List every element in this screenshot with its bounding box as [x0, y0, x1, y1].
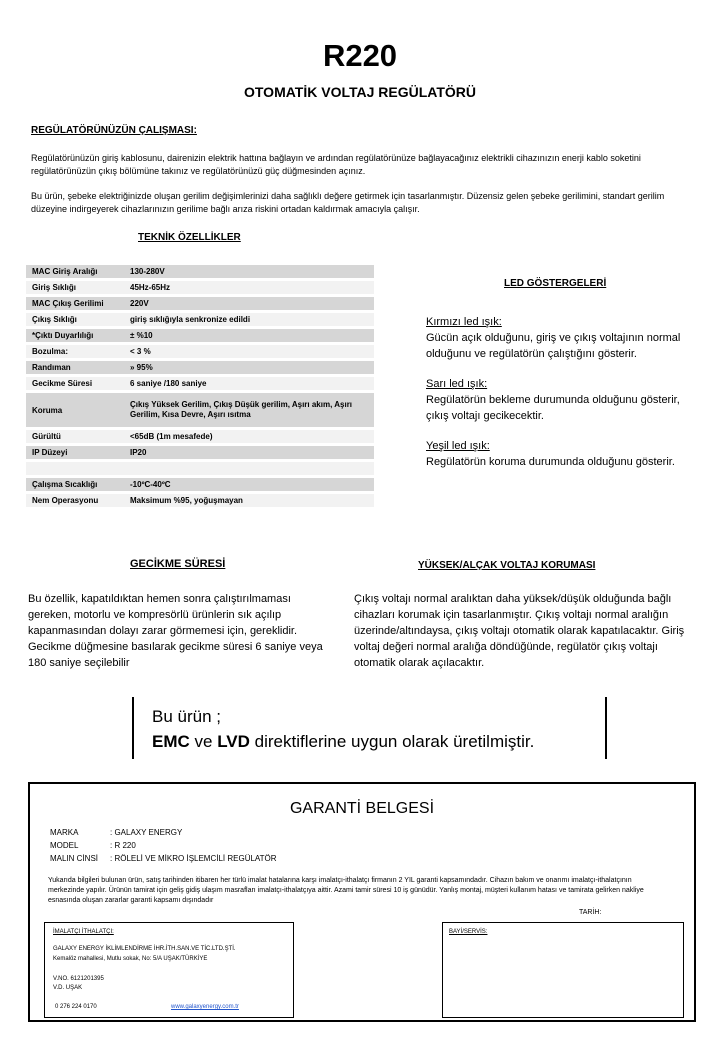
- spec-key: Giriş Sıklığı: [26, 281, 124, 294]
- manufacturer-phone: 0 276 224 0170: [55, 1004, 97, 1010]
- spec-row: [26, 297, 374, 310]
- spec-key: *Çıktı Duyarlılığı: [26, 329, 124, 342]
- spec-row: [26, 361, 374, 374]
- notice-line-1: Bu ürün ;: [152, 707, 221, 726]
- page-title: R220: [322, 38, 398, 73]
- spec-value: 130-280V: [124, 265, 374, 278]
- notice-left-bar: [132, 697, 134, 759]
- warranty-product-info: [50, 826, 277, 865]
- spec-row: [26, 494, 374, 507]
- led-item-green: [426, 438, 698, 470]
- operation-heading: REGÜLATÖRÜNÜZÜN ÇALIŞMASI:: [31, 125, 197, 136]
- spec-value: Maksimum %95, yoğuşmayan: [124, 494, 374, 507]
- spec-row: [26, 377, 374, 390]
- model-value: : R 220: [110, 841, 136, 850]
- spec-row: [26, 281, 374, 294]
- warranty-title: GARANTİ BELGESİ: [289, 800, 435, 817]
- spec-key: Randıman: [26, 361, 124, 374]
- specs-table-body: [26, 262, 374, 510]
- spec-row: [26, 329, 374, 342]
- manufacturer-company: GALAXY ENERGY İKLİMLENDİRME İHR.İTH.SAN.VE TİC.LTD.ŞTİ.: [53, 946, 236, 952]
- spec-row: [26, 345, 374, 358]
- spec-key: Bozulma:: [26, 345, 124, 358]
- specs-heading: TEKNİK ÖZELLİKLER: [138, 232, 241, 243]
- notice-line-2: [152, 732, 534, 752]
- spec-row: [26, 313, 374, 326]
- spec-row: [26, 265, 374, 278]
- dealer-heading: BAYİ/SERVİS:: [449, 929, 488, 935]
- led-green-text: Regülatörün koruma durumunda olduğunu gösterir.: [426, 456, 675, 468]
- delay-text: Bu özellik, kapatıldıktan hemen sonra çalıştırılmaması gereken, motorlu ve kompresörlü ürünlerin sık açılıp kapanmasından dolayı zarar görmemesi için, gereklidir. Gecikme düğmesine basılarak gecikme süresi 6 saniye veya 180 saniye seçilebilir: [28, 593, 323, 669]
- spec-key: MAC Giriş Aralığı: [26, 265, 124, 278]
- spec-value: Çıkış Yüksek Gerilim, Çıkış Düşük gerilim, Aşırı akım, Aşırı Gerilim, Kısa Devre, Aşırı ısıtma: [124, 393, 374, 427]
- spec-key: Koruma: [26, 393, 124, 427]
- led-green-title: Yeşil led ışık:: [426, 440, 490, 452]
- led-red-text: Gücün açık olduğunu, giriş ve çıkış voltajının normal olduğunu ve regülatörün çalıştığını gösterir.: [426, 332, 681, 360]
- led-yellow-text: Regülatörün bekleme durumunda olduğunu gösterir, çıkış voltajı gecikecektir.: [426, 394, 680, 422]
- spec-value: 45Hz-65Hz: [124, 281, 374, 294]
- protection-text: Çıkış voltajı normal aralıktan daha yüksek/düşük olduğunda bağlı cihazları korumak için tasarlanmıştır. Çıkış voltajı normal aralığın üzerinde/altındaysa, çıkış voltajı otomatik olarak kapatılacaktır. Giriş voltaj değeri normal aralığa döndüğünde, regülatör çıkış voltajı otomatik olarak açılacaktır.: [354, 593, 685, 669]
- spec-value: 220V: [124, 297, 374, 310]
- led-item-yellow: [426, 376, 698, 424]
- led-yellow-title: Sarı led ışık:: [426, 378, 488, 390]
- manufacturer-address: Kemalöz mahallesi, Mutlu sokak, No: 5/A UŞAK/TÜRKİYE: [53, 956, 208, 962]
- marka-value: : GALAXY ENERGY: [110, 828, 183, 837]
- led-list: [426, 314, 698, 484]
- specs-table: [26, 262, 374, 510]
- malin-label: MALIN CİNSİ: [50, 854, 99, 863]
- spec-value: < 3 %: [124, 345, 374, 358]
- notice-lvd: LVD: [217, 732, 250, 751]
- notice-rest: direktiflerine uygun olarak üretilmiştir.: [249, 732, 535, 751]
- led-item-red: [426, 314, 698, 362]
- delay-heading: GECİKME SÜRESİ: [130, 558, 226, 570]
- spec-value: [124, 462, 374, 475]
- spec-row: [26, 430, 374, 443]
- spec-key: [26, 462, 124, 475]
- spec-value: giriş sıklığıyla senkronize edildi: [124, 313, 374, 326]
- protection-heading: YÜKSEK/ALÇAK VOLTAJ KORUMASI: [418, 560, 596, 571]
- spec-value: IP20: [124, 446, 374, 459]
- operation-paragraph-1: Regülatörünüzün giriş kablosunu, dairenizin elektrik hattına bağlayın ve ardından regülatörünüze bağlayacağınız elektrikli cihazınızın enerji kablo soketini regülatörünüzün çıkış bölümüne takınız ve regülatörünüzü güç düğmesinden açınız.: [31, 153, 641, 176]
- warranty-terms: Yukarıda bilgileri bulunan ürün, satış tarihinden itibaren her türlü imalat hatalarına karşı imalatçı-ithalatçı firmanın 2 YIL garanti kapsamındadır. Cihazın bakım ve onarımı imalatçı-ithalatçının merkezinde yapılır. Ürünün tamirat için geliş gidiş ulaşım masrafları imalatçı-ithalatçıya aittir. Azami tamir süresi 10 iş günüdür. Yanlış montaj, müşteri kullanım hatası ve tamirata gelirken nakliye esnasında oluşan zararlar garanti kapsamı dışındadır: [48, 877, 644, 904]
- spec-key: Gürültü: [26, 430, 124, 443]
- notice-right-bar: [605, 697, 607, 759]
- spec-value: ± %10: [124, 329, 374, 342]
- date-label: TARİH:: [579, 909, 602, 916]
- warranty-certificate: [28, 782, 696, 1022]
- led-heading: LED GÖSTERGELERİ: [504, 278, 607, 289]
- model-label: MODEL: [50, 841, 79, 850]
- notice-ve: ve: [189, 732, 218, 751]
- manufacturer-heading: İMALATÇI İTHALATÇI:: [53, 929, 114, 935]
- dealer-box: [442, 922, 684, 1018]
- spec-row: [26, 446, 374, 459]
- spec-key: Gecikme Süresi: [26, 377, 124, 390]
- spec-row: [26, 478, 374, 491]
- manufacturer-box: [44, 922, 294, 1018]
- spec-value: 6 saniye /180 saniye: [124, 377, 374, 390]
- spec-key: Çalışma Sıcaklığı: [26, 478, 124, 491]
- operation-paragraph-2: Bu ürün, şebeke elektriğinizde oluşan gerilim değişimlerinizi daha sağlıklı değere getirmek için tasarlanmıştır. Düzensiz gelen şebeke gerilimini, standart gerilim düzeyine indirgeyerek cihazlarınızın gerilime bağlı arıza riskini ortadan kaldırmak amacıyla çalışır.: [31, 191, 665, 214]
- spec-value: <65dB (1m mesafede): [124, 430, 374, 443]
- notice-emc: EMC: [152, 732, 190, 751]
- spec-key: Çıkış Sıklığı: [26, 313, 124, 326]
- spec-value: » 95%: [124, 361, 374, 374]
- spec-key: IP Düzeyi: [26, 446, 124, 459]
- page-subtitle: OTOMATİK VOLTAJ REGÜLATÖRÜ: [243, 84, 477, 100]
- marka-label: MARKA: [50, 828, 79, 837]
- manufacturer-vd: V.D. UŞAK: [53, 985, 83, 991]
- spec-row: [26, 393, 374, 427]
- manufacturer-vno: V.NO. 6121201395: [53, 976, 104, 982]
- spec-key: Nem Operasyonu: [26, 494, 124, 507]
- malin-value: : RÖLELİ VE MİKRO İŞLEMCİLİ REGÜLATÖR: [110, 854, 277, 863]
- spec-value: -10ºC-40ºC: [124, 478, 374, 491]
- manufacturer-website-link[interactable]: www.galaxyenergy.com.tr: [171, 1004, 239, 1010]
- spec-key: MAC Çıkış Gerilimi: [26, 297, 124, 310]
- spec-row: [26, 462, 374, 475]
- led-red-title: Kırmızı led ışık:: [426, 316, 502, 328]
